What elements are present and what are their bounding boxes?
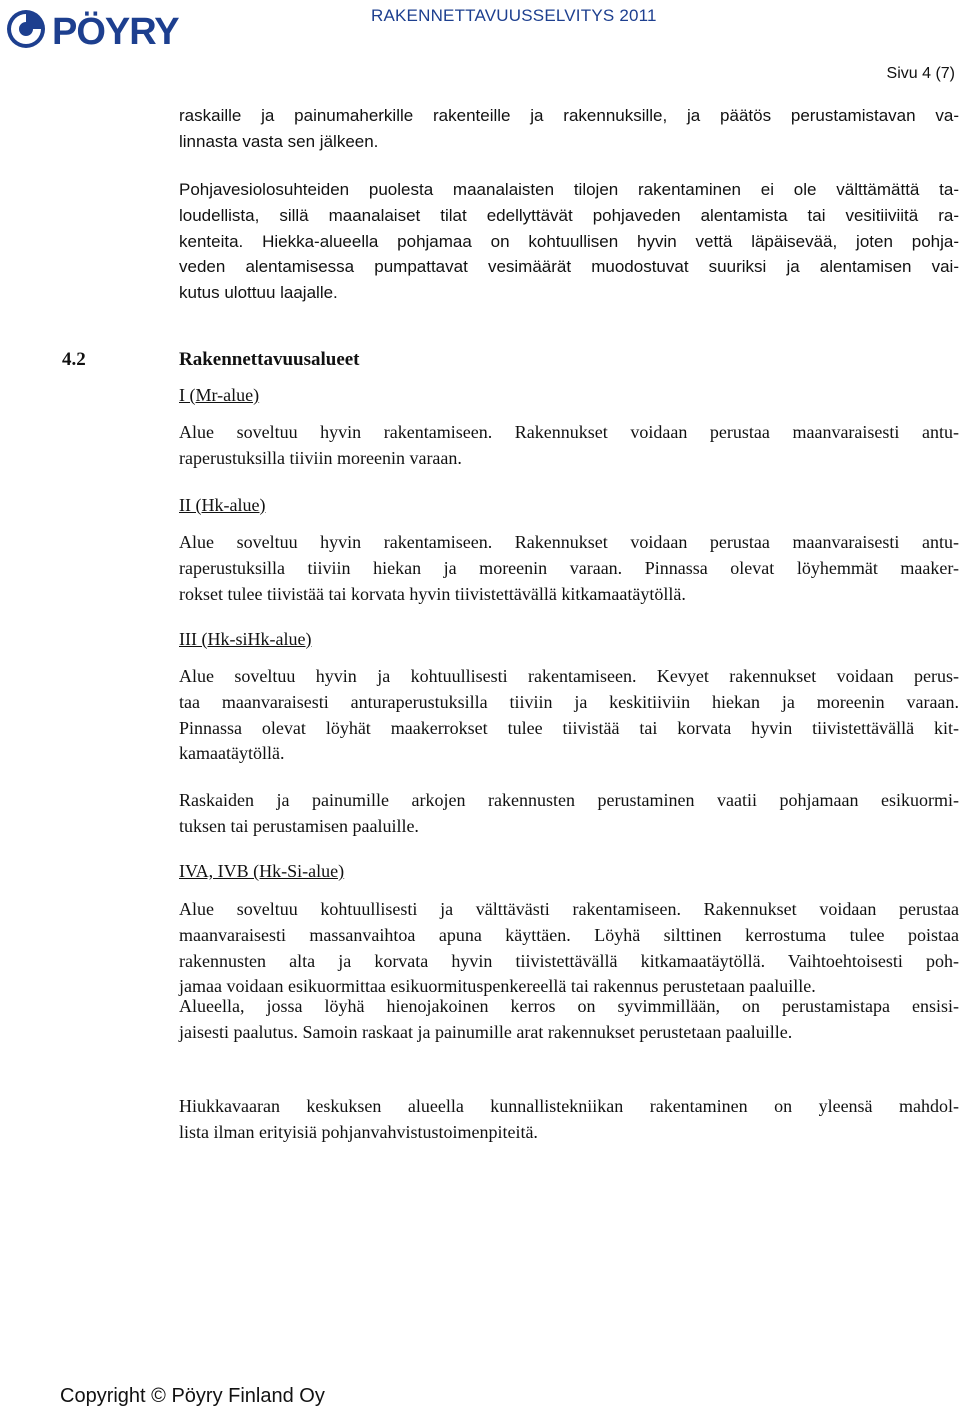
text-line: tuksen tai perustamisen paaluille. xyxy=(179,815,419,836)
text-line: Hiukkavaaran keskuksen alueella kunnallistekniikan rakentaminen on yleensä mahdol- xyxy=(179,1096,959,1116)
text-line: rakennusten alta ja korvata hyvin tiivistettävällä kitkamaatäytöllä. Vaihtoehtoisesti poh- xyxy=(179,950,959,971)
text-line: rokset tulee tiivistää tai korvata hyvin tiivistettävällä kitkamaatäytöllä. xyxy=(179,583,686,604)
text-line: jaisesti paalutus. Samoin raskaat ja painumille arat rakennukset perustetaan paaluille. xyxy=(179,1021,793,1042)
footer-copyright: Copyright © Pöyry Finland Oy xyxy=(60,1385,325,1407)
section-title: Rakennettavuusalueet xyxy=(179,349,360,370)
zone-3-text xyxy=(179,664,959,767)
text-line: maanvaraisesti massanvaihtoa apuna käyttäen. Löyhä silttinen kerrostuma tulee poistaa xyxy=(179,924,959,945)
text-line: loudellista, sillä maanalaiset tilat edellyttävät pohjaveden alentamista tai vesitiiviitä ra- xyxy=(179,205,959,225)
text-line: lista ilman erityisiä pohjanvahvistustoimenpiteitä. xyxy=(179,1121,538,1142)
text-line: veden alentamisessa pumpattavat vesimäärät muodostuvat suuriksi ja alentamisen vai- xyxy=(179,257,959,277)
text-line: Pohjavesiolosuhteiden puolesta maanalaisten tilojen rakentaminen ei ole välttämättä ta- xyxy=(179,180,959,199)
text-line: Pinnassa olevat löyhät maakerrokset tulee tiivistää tai korvata hyvin tiivistettävällä kit- xyxy=(179,717,959,738)
section-number: 4.2 xyxy=(62,349,86,370)
zone-3-title: III (Hk-siHk-alue) xyxy=(179,629,312,649)
zone-4-text-2 xyxy=(179,994,959,1046)
text-line: Alue soveltuu hyvin rakentamiseen. Rakennukset voidaan perustaa maanvaraisesti antu- xyxy=(179,422,959,442)
zone-2-title: II (Hk-alue) xyxy=(179,495,266,515)
intro-paragraph-1 xyxy=(179,103,959,155)
text-line: taa maanvaraisesti anturaperustuksilla tiiviin ja keskitiiviin hiekan ja moreenin varaan. xyxy=(179,691,959,712)
zone-4-text xyxy=(179,897,959,1000)
text-line: linnasta vasta sen jälkeen. xyxy=(179,131,379,151)
text-line: Alue soveltuu kohtuullisesti ja välttävästi rakentamiseen. Rakennukset voidaan perustaa xyxy=(179,899,959,919)
text-line: raperustuksilla tiiviin moreenin varaan. xyxy=(179,447,462,468)
zone-3-text-2 xyxy=(179,788,959,840)
zone-4-title: IVA, IVB (Hk-Si-alue) xyxy=(179,861,345,881)
zone-1-text xyxy=(179,420,959,472)
text-line: kenteita. Hiekka-alueella pohjamaa on kohtuullisen hyvin vettä läpäisevää, joten pohja- xyxy=(179,231,959,251)
logo-wordmark: PÖYRY xyxy=(52,11,179,53)
text-line: kamaatäytöllä. xyxy=(179,743,285,764)
intro-paragraph-2 xyxy=(179,177,959,306)
text-line: Alue soveltuu hyvin rakentamiseen. Rakennukset voidaan perustaa maanvaraisesti antu- xyxy=(179,532,959,552)
text-line: kutus ulottuu laajalle. xyxy=(179,283,338,303)
text-line: raskaille ja painumaherkille rakenteille ja rakennuksille, ja päätös perustamistavan va- xyxy=(179,106,959,125)
text-line: raperustuksilla tiiviin hiekan ja moreenin varaan. Pinnassa olevat löyhemmät maaker- xyxy=(179,557,959,578)
text-line: Raskaiden ja painumille arkojen rakennusten perustaminen vaatii pohjamaan esikuormi- xyxy=(179,790,959,810)
zone-4-text-3 xyxy=(179,1094,959,1146)
poyry-logo xyxy=(4,4,244,54)
poyry-swirl-icon xyxy=(7,10,45,48)
zone-2-text xyxy=(179,530,959,607)
page-number: Sivu 4 (7) xyxy=(886,65,955,82)
document-title: RAKENNETTAVUUSSELVITYS 2011 xyxy=(371,6,657,25)
text-line: jamaa voidaan esikuormittaa esikuormituspenkereellä tai rakennus perustetaan paaluille. xyxy=(179,976,816,997)
text-line: Alueella, jossa löyhä hienojakoinen kerros on syvimmillään, on perustamistapa ensisi- xyxy=(179,996,959,1016)
text-line: Alue soveltuu hyvin ja kohtuullisesti rakentamiseen. Kevyet rakennukset voidaan perus- xyxy=(179,666,959,686)
zone-1-title: I (Mr-alue) xyxy=(179,385,260,405)
